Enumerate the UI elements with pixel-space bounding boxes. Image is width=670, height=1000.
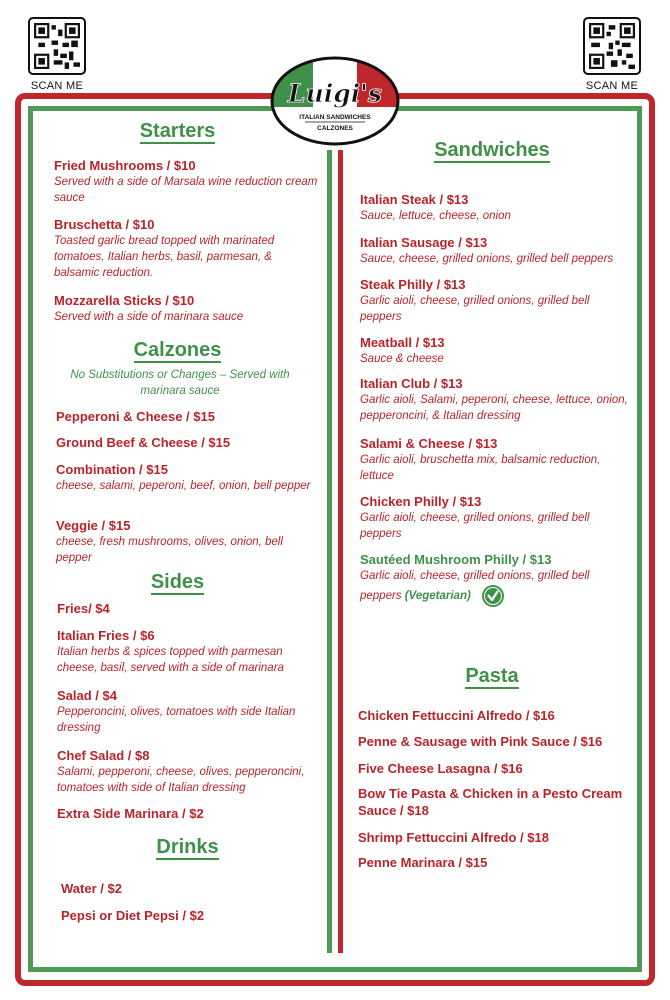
menu-item: Fries/ $4 (57, 601, 110, 616)
menu-item: Italian Club / $13 Garlic aioli, Salami, peperoni, cheese, lettuce, onion, pepperoncini, & Italian dressing (360, 376, 628, 422)
menu-item: Bow Tie Pasta & Chicken in a Pesto Cream Sauce / $18 (358, 786, 623, 818)
svg-text:Luigi's: Luigi's (288, 79, 382, 108)
pasta-heading: Pasta (465, 665, 519, 687)
menu-item: Mozzarella Sticks / $10 Served with a side of marinara sauce (54, 293, 244, 323)
sandwiches-section (352, 139, 632, 162)
menu-item: Pepperoni & Cheese / $15 (56, 409, 215, 424)
menu-item: Salad / $4 Pepperoncini, olives, tomatoes with side Italian dressing (57, 688, 296, 734)
menu-item: Penne Marinara / $15 (358, 855, 488, 870)
qr-code-left[interactable] (28, 17, 86, 75)
menu-item: Chef Salad / $8 Salami, pepperoni, cheese, olives, pepperoncini, tomatoes with side of Italian dressing (57, 748, 305, 794)
menu-item: Chicken Philly / $13 Garlic aioli, cheese, grilled onions, grilled bell peppers (360, 494, 590, 540)
menu-item: Pepsi or Diet Pepsi / $2 (61, 908, 205, 923)
qr-code-icon (589, 23, 635, 69)
menu-item: Five Cheese Lasagna / $16 (358, 761, 523, 776)
menu-item: Extra Side Marinara / $2 (57, 806, 204, 821)
menu-item: Ground Beef & Cheese / $15 (56, 435, 231, 450)
menu-item: Italian Fries / $6 Italian herbs & spices topped with parmesan cheese, basil, served with a side of marinara (57, 628, 284, 674)
scan-me-label-right: SCAN ME (585, 80, 639, 92)
scan-me-label-left: SCAN ME (30, 80, 84, 92)
sides-section (40, 571, 315, 594)
menu-item: Bruschetta / $10 Toasted garlic bread topped with marinated tomatoes, Italian herbs, basil, parmesan, & balsamic reduction. (54, 217, 275, 279)
drinks-heading: Drinks (156, 836, 219, 858)
svg-text:CALZONES: CALZONES (317, 125, 353, 132)
menu-item: Fried Mushrooms / $10 Served with a side of Marsala wine reduction cream sauce (54, 158, 318, 204)
vegetarian-tag: (Vegetarian) (404, 590, 471, 603)
column-divider-red (338, 150, 343, 953)
menu-item: Veggie / $15 cheese, fresh mushrooms, olives, onion, bell pepper (56, 518, 283, 564)
menu-item: Penne & Sausage with Pink Sauce / $16 (358, 734, 603, 749)
starters-section (40, 120, 315, 143)
menu-item: Italian Sausage / $13 Sauce, cheese, grilled onions, grilled bell peppers (360, 235, 614, 265)
qr-code-right[interactable] (583, 17, 641, 75)
menu-item: Steak Philly / $13 Garlic aioli, cheese, grilled onions, grilled bell peppers (360, 277, 590, 323)
menu-item: Combination / $15 cheese, salami, peperoni, beef, onion, bell pepper (56, 462, 311, 492)
calzones-section (40, 339, 315, 362)
svg-text:ITALIAN SANDWICHES: ITALIAN SANDWICHES (299, 114, 371, 121)
menu-item: Meatball / $13 Sauce & cheese (360, 335, 445, 365)
column-divider-green (327, 150, 332, 953)
vegetarian-check-icon (481, 584, 505, 608)
menu-item: Italian Steak / $13 Sauce, lettuce, cheese, onion (360, 192, 511, 222)
sandwiches-heading: Sandwiches (434, 139, 550, 161)
pasta-section (352, 665, 632, 688)
starters-heading: Starters (139, 120, 216, 142)
calzones-heading: Calzones (133, 339, 222, 361)
qr-code-icon (34, 23, 80, 69)
menu-item: Chicken Fettuccini Alfredo / $16 (358, 708, 555, 723)
menu-item: Water / $2 (61, 881, 122, 896)
menu-item: Salami & Cheese / $13 Garlic aioli, bruschetta mix, balsamic reduction, lettuce (360, 436, 601, 482)
menu-item-vegetarian: Sautéed Mushroom Philly / $13 Garlic aioli, cheese, grilled onions, grilled bell peppers (Vegetarian) (360, 551, 628, 608)
sides-heading: Sides (150, 571, 205, 593)
calzones-note: No Substitutions or Changes – Served with marinara sauce (70, 369, 290, 397)
drinks-section (40, 836, 335, 859)
menu-item: Shrimp Fettuccini Alfredo / $18 (358, 830, 549, 845)
